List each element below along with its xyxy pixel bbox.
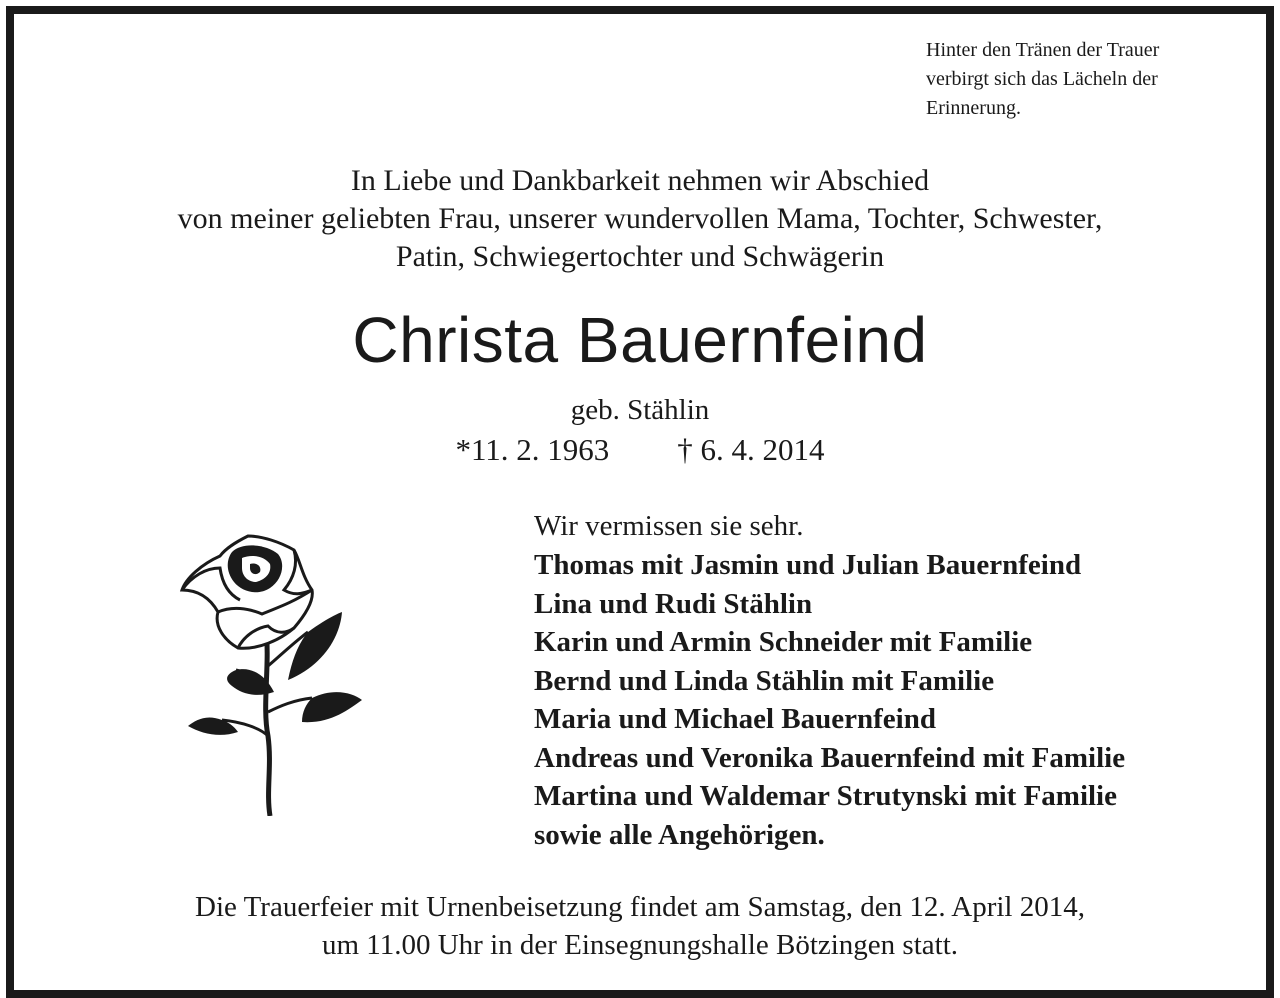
motto-line: Erinnerung. xyxy=(926,97,1021,119)
maiden-name: geb. Stählin xyxy=(570,394,710,426)
mourner-entry: Bernd und Linda Stählin mit Familie xyxy=(534,664,995,697)
rose-icon xyxy=(162,516,382,821)
deceased-name: Christa Bauernfeind xyxy=(352,304,928,376)
intro-line: In Liebe und Dankbarkeit nehmen wir Abschied xyxy=(350,164,930,197)
life-dates xyxy=(14,430,1266,470)
mourner-entry: Andreas und Veronika Bauernfeind mit Familie xyxy=(534,741,1126,774)
mourner-entry: Lina und Rudi Stählin xyxy=(534,587,813,620)
death-date: † 6. 4. 2014 xyxy=(677,432,825,467)
mourners-list xyxy=(534,546,1254,854)
intro-line: von meiner geliebten Frau, unserer wundervollen Mama, Tochter, Schwester, xyxy=(177,202,1103,235)
mourner-entry: sowie alle Angehörigen. xyxy=(534,818,825,851)
birth-date: *11. 2. 1963 xyxy=(455,432,610,467)
motto-line: verbirgt sich das Lächeln der xyxy=(926,68,1158,90)
mourner-entry: Maria und Michael Bauernfeind xyxy=(534,703,936,735)
ceremony-line: um 11.00 Uhr in der Einsegnungshalle Bötzingen statt. xyxy=(321,929,959,961)
mourner-entry: Martina und Waldemar Strutynski mit Familie xyxy=(534,780,1117,812)
intro-line: Patin, Schwiegertochter und Schwägerin xyxy=(395,240,885,273)
obituary-card xyxy=(6,6,1274,998)
ceremony-notice xyxy=(14,888,1266,964)
farewell-intro xyxy=(14,162,1266,276)
mourners-intro: Wir vermissen sie sehr. xyxy=(534,510,804,542)
ceremony-line: Die Trauerfeier mit Urnenbeisetzung findet am Samstag, den 12. April 2014, xyxy=(195,891,1085,923)
mourner-entry: Thomas mit Jasmin und Julian Bauernfeind xyxy=(534,549,1082,581)
mourners-block xyxy=(534,506,1254,854)
motto-line: Hinter den Tränen der Trauer xyxy=(926,39,1160,61)
mourner-entry: Karin und Armin Schneider mit Familie xyxy=(534,626,1033,658)
motto-quote xyxy=(926,36,1246,123)
